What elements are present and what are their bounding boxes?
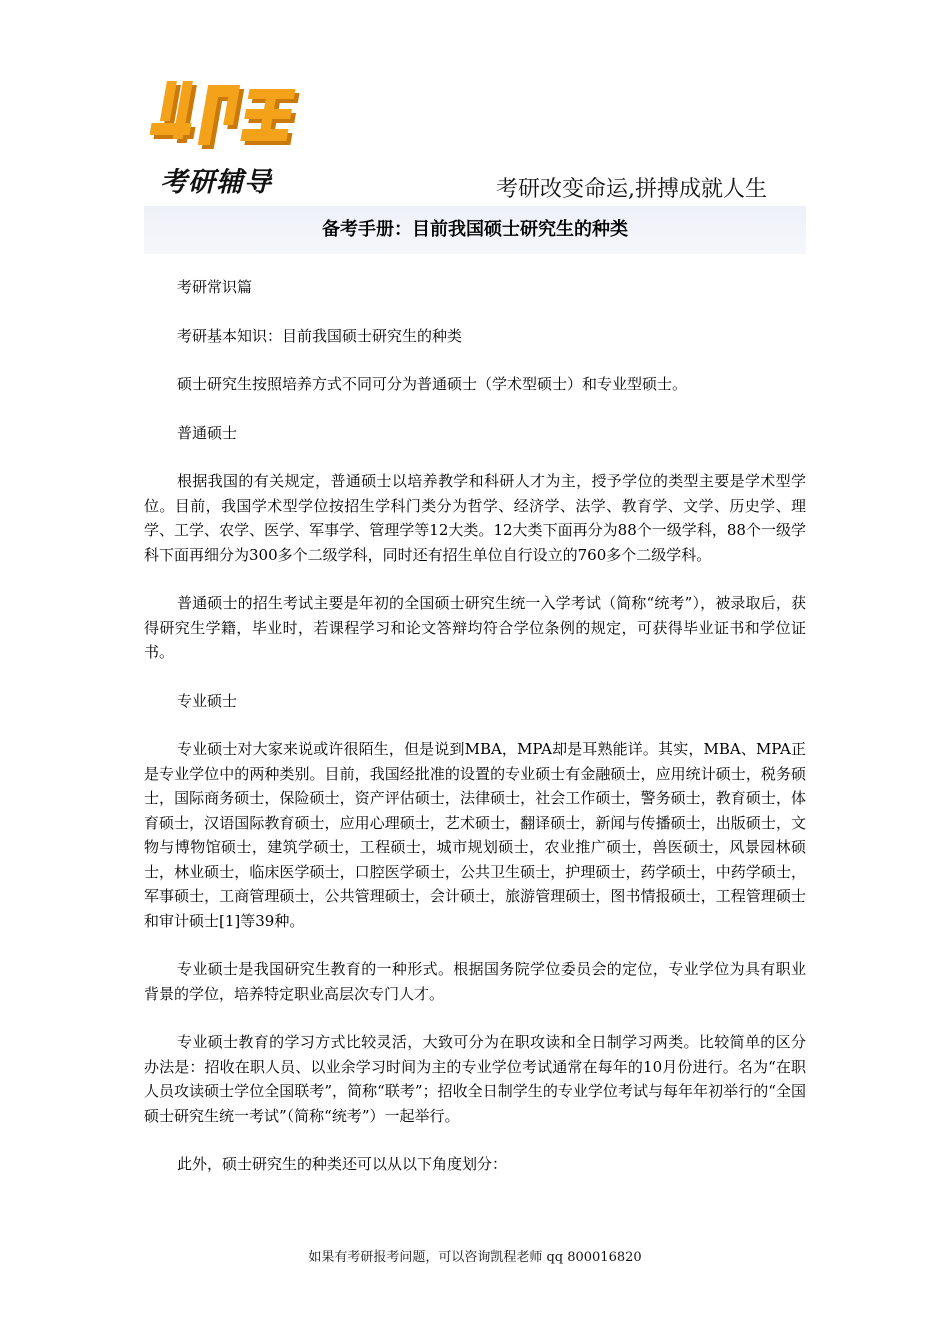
slogan: 考研改变命运,拼搏成就人生 <box>496 177 767 202</box>
paragraph: 专业硕士对大家来说或许很陌生，但是说到MBA，MPA却是耳熟能详。其实，MBA、MPA正是专业学位中的两种类别。目前，我国经批准的设置的专业硕士有金融硕士，应用统计硕士，税务硕士，国际商务硕士，保险硕士，资产评估硕士，法律硕士，社会工作硕士，警务硕士，教育硕士，体育硕士，汉语国际教育硕士，应用心理硕士，艺术硕士，翻译硕士，新闻与传播硕士，出版硕士，文物与博物馆硕士，建筑学硕士，工程硕士，城市规划硕士，农业推广硕士，兽医硕士，风景园林硕士，林业硕士，临床医学硕士，口腔医学硕士，公共卫生硕士，护理硕士，药学硕士，中药学硕士，军事硕士，工商管理硕士，公共管理硕士，会计硕士，旅游管理硕士，图书情报硕士，工程管理硕士和审计硕士[1]等39种。 <box>144 740 806 930</box>
paragraph: 考研基本知识：目前我国硕士研究生的种类 <box>177 326 463 345</box>
paragraph: 专业硕士是我国研究生教育的一种形式。根据国务院学位委员会的定位，专业学位为具有职业背景的学位，培养特定职业高层次专门人才。 <box>144 960 806 1003</box>
page-title: 备考手册：目前我国硕士研究生的种类 <box>144 206 806 254</box>
paragraph: 专业硕士教育的学习方式比较灵活，大致可分为在职攻读和全日制学习两类。比较简单的区分办法是：招收在职人员、以业余学习时间为主的专业学位考试通常在每年的10月份进行。名为“在职人员攻读硕士学位全国联考”，简称“联考”；招收全日制学生的专业学位考试与每年年初举行的“全国硕士研究生统一考试”（简称“统考”）一起举行。 <box>144 1033 806 1125</box>
paragraph: 普通硕士的招生考试主要是年初的全国硕士研究生统一入学考试（简称“统考”），被录取后，获得研究生学籍，毕业时，若课程学习和论文答辩均符合学位条例的规定，可获得毕业证书和学位证书。 <box>144 594 806 661</box>
logo-subtitle: 考研辅导 <box>160 167 272 198</box>
section-heading: 专业硕士 <box>177 691 238 710</box>
paragraph: 此外，硕士研究生的种类还可以从以下角度划分： <box>177 1155 508 1173</box>
footer-contact: 如果有考研报考问题，可以咨询凯程老师 qq 800016820 <box>308 1250 642 1265</box>
paragraph: 硕士研究生按照培养方式不同可分为普通硕士（学术型硕士）和专业型硕士。 <box>177 375 688 393</box>
paragraph: 考研常识篇 <box>177 278 253 296</box>
section-heading: 普通硕士 <box>177 423 238 442</box>
paragraph: 根据我国的有关规定，普通硕士以培养教学和科研人才为主，授予学位的类型主要是学术型学位。目前，我国学术型学位按招生学科门类分为哲学、经济学、法学、教育学、文学、历史学、理学、工学、农学、医学、军事学、管理学等12大类。12大类下面再分为88个一级学科，88个一级学科下面再细分为300多个二级学科，同时还有招生单位自行设立的760多个二级学科。 <box>144 472 806 564</box>
article-body <box>144 275 806 1201</box>
